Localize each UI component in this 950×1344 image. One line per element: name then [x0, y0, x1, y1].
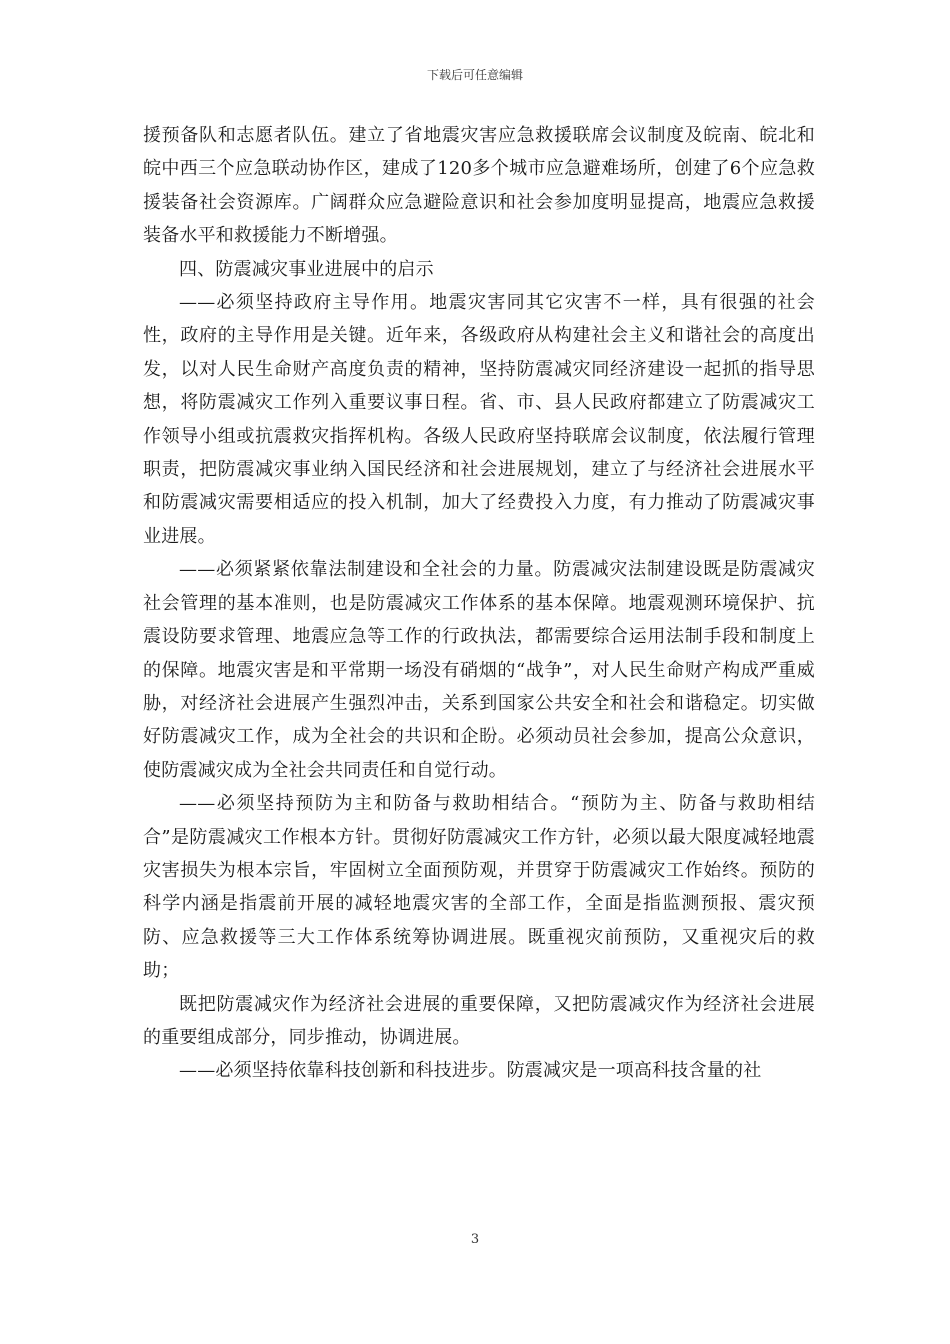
page-header: 下载后可任意编辑	[426, 68, 523, 82]
paragraph: ——必须坚持预防为主和防备与救助相结合。“预防为主、防备与救助相结合”是防震减灾工作根本方针。贯彻好防震减灾工作方针，必须以最大限度减轻地震灾害损失为根本宗旨，牢固树立全面预防观，并贯穿于防震减灾工作始终。预防的科学内涵是指震前开展的减轻地震灾害的全部工作，全面是指监测预报、震灾预防、应急救援等三大工作体系统筹协调进展。既重视灾前预防，又重视灾后的救助；	[143, 793, 815, 982]
page-number: 3	[470, 1232, 480, 1247]
paragraph: ——必须紧紧依靠法制建设和全社会的力量。防震减灾法制建设既是防震减灾社会管理的基本准则，也是防震减灾工作体系的基本保障。地震观测环境保护、抗震设防要求管理、地震应急等工作的行政执法，都需要综合运用法制手段和制度上的保障。地震灾害是和平常期一场没有硝烟的“战争”，对人民生命财产构成严重威胁，对经济社会进展产生强烈冲击，关系到国家公共安全和社会和谐稳定。切实做好防震减灾工作，成为全社会的共识和企盼。必须动员社会参加，提高公众意识，使防震减灾成为全社会共同责任和自觉行动。	[143, 559, 815, 781]
paragraph: ——必须坚持依靠科技创新和科技进步。防震减灾是一项高科技含量的社	[179, 1060, 762, 1082]
paragraph: 既把防震减灾作为经济社会进展的重要保障，又把防震减灾作为经济社会进展的重要组成部分，同步推动，协调进展。	[143, 993, 815, 1048]
paragraph: ——必须坚持政府主导作用。地震灾害同其它灾害不一样，具有很强的社会性，政府的主导作用是关键。近年来，各级政府从构建社会主义和谐社会的高度出发，以对人民生命财产高度负责的精神，坚持防震减灾同经济建设一起抓的指导思想，将防震减灾工作列入重要议事日程。省、市、县人民政府都建立了防震减灾工作领导小组或抗震救灾指挥机构。各级人民政府坚持联席会议制度，依法履行管理职责，把防震减灾事业纳入国民经济和社会进展规划，建立了与经济社会进展水平和防震减灾需要相适应的投入机制，加大了经费投入力度，有力推动了防震减灾事业进展。	[143, 292, 815, 547]
document-body	[143, 119, 815, 1088]
paragraph: 援预备队和志愿者队伍。建立了省地震灾害应急救援联席会议制度及皖南、皖北和皖中西三个应急联动协作区，建成了120多个城市应急避难场所，创建了6个应急救援装备社会资源库。广阔群众应急避险意识和社会参加度明显提高，地震应急救援装备水平和救援能力不断增强。	[143, 125, 815, 247]
section-heading: 四、防震减灾事业进展中的启示	[179, 258, 434, 280]
